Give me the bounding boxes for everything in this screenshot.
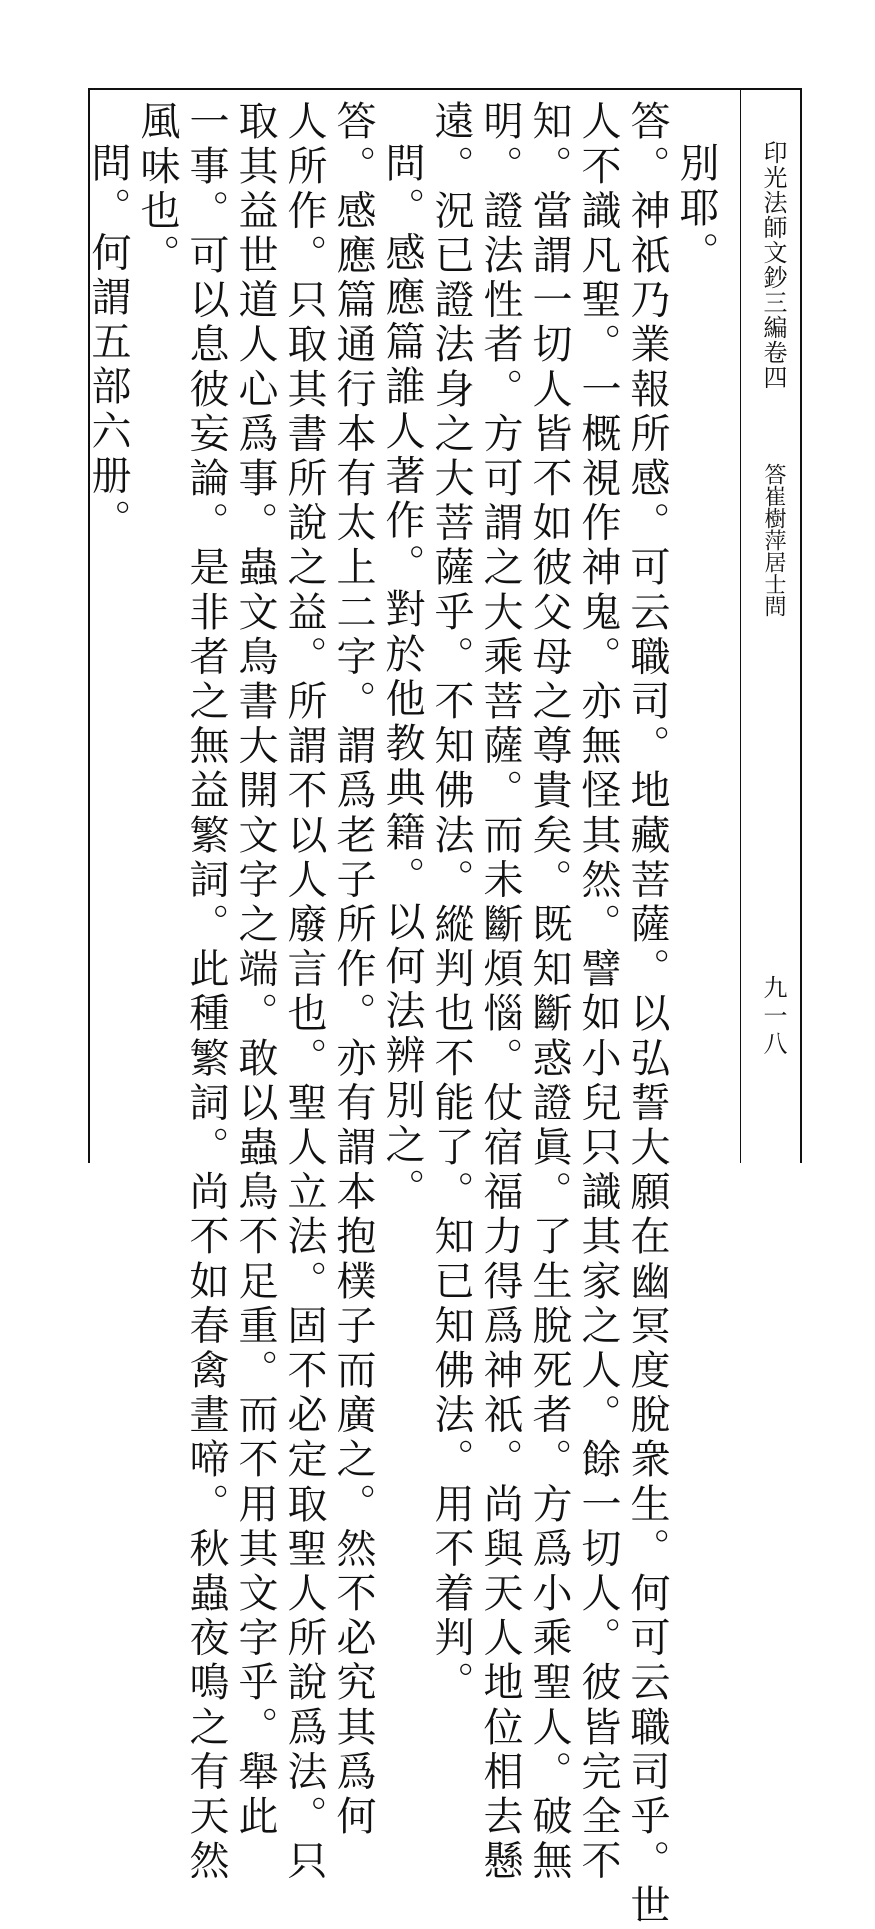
margin-divider-rule <box>740 88 741 1163</box>
text-column: 人不識凡聖。一概視作神鬼。亦無怪其然。譬如小兒只識其家之人。餘一切人。彼皆完全不 <box>575 100 621 1884</box>
text-column: 遠。況已證法身之大菩薩乎。不知佛法。縱判也不能了。知已知佛法。用不着判。 <box>428 100 474 1706</box>
text-column: 問。感應篇誰人著作。對於他教典籍。以何法辨別之。 <box>379 142 425 1213</box>
text-column: 答。感應篇通行本有太上二字。謂爲老子所作。亦有謂本抱樸子而廣之。然不必究其爲何 <box>330 100 376 1840</box>
vertical-body-text <box>85 100 720 1929</box>
book-title: 印光法師文鈔三編卷四 <box>759 140 787 390</box>
text-column: 取其益世道人心爲事。蟲文鳥書大開文字之端。敢以蟲鳥不足重。而不用其文字乎。舉此 <box>232 100 278 1840</box>
text-column: 人所作。只取其書所說之益。所謂不以人廢言也。聖人立法。固不必定取聖人所說爲法。只 <box>281 100 327 1884</box>
section-title: 答崔樹萍居士問 <box>761 463 786 617</box>
text-column: 問。何謂五部六册。 <box>85 142 131 544</box>
text-column: 知。當謂一切人皆不如彼父母之尊貴矣。既知斷惑證眞。了生脫死者。方爲小乘聖人。破無 <box>526 100 572 1884</box>
text-column: 一事。可以息彼妄論。是非者之無益繁詞。此種繁詞。尚不如春禽晝啼。秋蟲夜鳴之有天然 <box>183 100 229 1884</box>
text-column: 明。證法性者。方可謂之大乘菩薩。而未斷煩惱。仗宿福力得爲神祇。尚與天人地位相去懸 <box>477 100 523 1884</box>
text-column: 答。神祇乃業報所感。可云職司。地藏菩薩。以弘誓大願在幽冥度脫衆生。何可云職司乎。世 <box>624 100 670 1929</box>
text-column: 風味也。 <box>134 100 180 279</box>
text-column: 別耶。 <box>673 142 719 276</box>
page-number: 九一八 <box>759 975 787 1059</box>
top-border-rule <box>88 88 800 90</box>
right-border-rule <box>800 88 802 1163</box>
